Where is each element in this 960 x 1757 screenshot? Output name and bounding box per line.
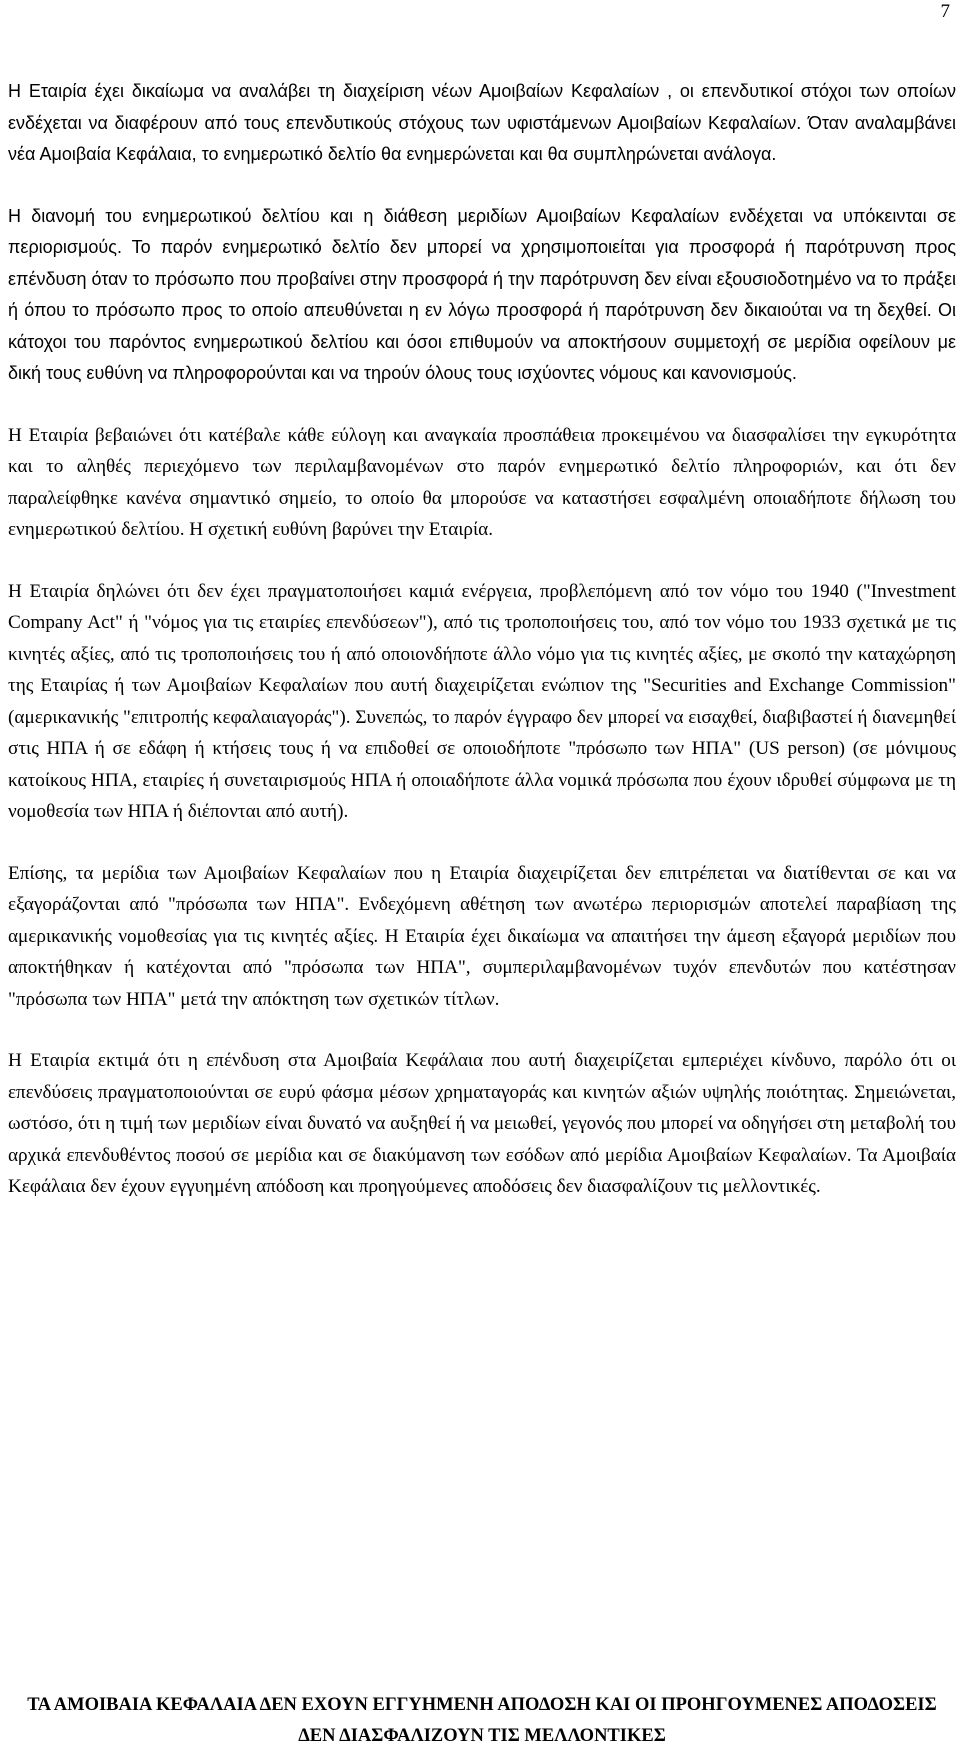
paragraph-accuracy-statement: Η Εταιρία βεβαιώνει ότι κατέβαλε κάθε εύλογη και αναγκαία προσπάθεια προκειμένου να διασφαλίσει την εγκυρότητα και το αληθές περιεχόμενο των περιλαμβανομένων στο παρόν ενημερωτικό δελτίο πληροφοριών, και ότι δεν παραλείφθηκε κανένα σημαντικό σημείο, το οποίο θα μπορούσε να καταστήσει εσφαλμένη οποιαδήποτε δήλωση του ενημερωτικού δελτίου. Η σχετική ευθύνη βαρύνει την Εταιρία.	[8, 424, 956, 540]
paragraph-distribution-restrictions: Η διανομή του ενημερωτικού δελτίου και η διάθεση μεριδίων Αμοιβαίων Κεφαλαίων ενδέχεται να υπόκεινται σε περιορισμούς. Το παρόν ενημερωτικό δελτίο δεν μπορεί να χρησιμοποιείται για προσφορά ή παρότρυνση προς επένδυση όταν το πρόσωπο που προβαίνει στην προσφορά ή την παρότρυνση δεν είναι εξουσιοδοτημένο να το πράξει ή όπου το πρόσωπο προς το οποίο απευθύνεται η εν λόγω προσφορά ή παρότρυνση δεν δικαιούται να τη δεχθεί. Οι κάτοχοι του παρόντος ενημερωτικού δελτίου και όσοι επιθυμούν να αποκτήσουν συμμετοχή σε μερίδια οφείλουν με δική τους ευθύνη να πληροφορούνται και να τηρούν όλους τους ισχύοντες νόμους και κανονισμούς.	[8, 205, 956, 383]
document-body	[8, 76, 956, 1203]
paragraph-us-persons: Επίσης, τα μερίδια των Αμοιβαίων Κεφαλαίων που η Εταιρία διαχειρίζεται δεν επιτρέπεται να διατίθενται σε και να εξαγοράζονται από "πρόσωπα των ΗΠΑ". Ενδεχόμενη αθέτηση των ανωτέρω περιορισμών αποτελεί παραβίαση της αμερικανικής νομοθεσίας για τις κινητές αξίες. Η Εταιρία έχει δικαίωμα να απαιτήσει την άμεση εξαγορά μεριδίων που αποκτήθηκαν ή κατέχονται από "πρόσωπα των ΗΠΑ", συμπεριλαμβανομένων τυχόν επενδυτών που κατέστησαν "πρόσωπα των ΗΠΑ" μετά την απόκτηση των σχετικών τίτλων.	[8, 862, 956, 1010]
paragraph-new-funds: Η Εταιρία έχει δικαίωμα να αναλάβει τη διαχείριση νέων Αμοιβαίων Κεφαλαίων , οι επενδυτικοί στόχοι των οποίων ενδέχεται να διαφέρουν από τους επενδυτικούς στόχους των υφιστάμενων Αμοιβαίων Κεφαλαίων. Όταν αναλαμβάνει νέα Αμοιβαία Κεφάλαια, το ενημερωτικό δελτίο θα ενημερώνεται και θα συμπληρώνεται ανάλογα.	[8, 81, 956, 164]
paragraph-us-registration: Η Εταιρία δηλώνει ότι δεν έχει πραγματοποιήσει καμιά ενέργεια, προβλεπόμενη από τον νόμο του 1940 ("Investment Company Act" ή "νόμος για τις εταιρίες επενδύσεων"), από τις τροποποιήσεις του, από τον νόμο του 1933 σχετικά με τις κινητές αξίες, από τις τροποποιήσεις του ή από οποιονδήποτε άλλο νόμο για τις κινητές αξίες, με σκοπό την καταχώρηση της Εταιρίας ή των Αμοιβαίων Κεφαλαίων που αυτή διαχειρίζεται ενώπιον της "Securities and Exchange Commission" (αμερικανικής "επιτροπής κεφαλαιαγοράς"). Συνεπώς, το παρόν έγγραφο δεν μπορεί να εισαχθεί, διαβιβαστεί ή διανεμηθεί στις ΗΠΑ ή σε εδάφη ή κτήσεις τους ή να επιδοθεί σε οποιοδήποτε "πρόσωπο των ΗΠΑ" (US person) (σε μόνιμους κατοίκους ΗΠΑ, εταιρίες ή συνεταιρισμούς ΗΠΑ ή οποιαδήποτε άλλα νομικά πρόσωπα που έχουν ιδρυθεί σύμφωνα με τη νομοθεσία των ΗΠΑ ή διέπονται από αυτή).	[8, 580, 956, 822]
paragraph-investment-risk: Η Εταιρία εκτιμά ότι η επένδυση στα Αμοιβαία Κεφάλαια που αυτή διαχειρίζεται εμπεριέχει κίνδυνο, παρόλο ότι οι επενδύσεις πραγματοποιούνται σε ευρύ φάσμα μέσων χρηματαγοράς και κινητών αξιών υψηλής ποιότητας. Σημειώνεται, ωστόσο, ότι η τιμή των μεριδίων είναι δυνατό να αυξηθεί ή να μειωθεί, γεγονός που μπορεί να οδηγήσει στη μεταβολή του αρχικά επενδυθέντος ποσού σε μερίδια και σε διακύμανση των εσόδων από μερίδια Αμοιβαίων Κεφαλαίων. Τα Αμοιβαία Κεφάλαια δεν έχουν εγγυημένη απόδοση και προηγούμενες αποδόσεις δεν διασφαλίζουν τις μελλοντικές.	[8, 1050, 956, 1197]
risk-warning-notice: ΤΑ ΑΜΟΙΒΑΙΑ ΚΕΦΑΛΑΙΑ ΔΕΝ ΕΧΟΥΝ ΕΓΓΥΗΜΕΝΗ ΑΠΟΔΟΣΗ ΚΑΙ ΟΙ ΠΡΟΗΓΟΥΜΕΝΕΣ ΑΠΟΔΟΣΕΙΣ ΔΕΝ ΔΙΑΣΦΑΛΙΖΟΥΝ ΤΙΣ ΜΕΛΛΟΝΤΙΚΕΣ	[27, 1695, 937, 1746]
page-number: 7	[940, 1, 950, 22]
